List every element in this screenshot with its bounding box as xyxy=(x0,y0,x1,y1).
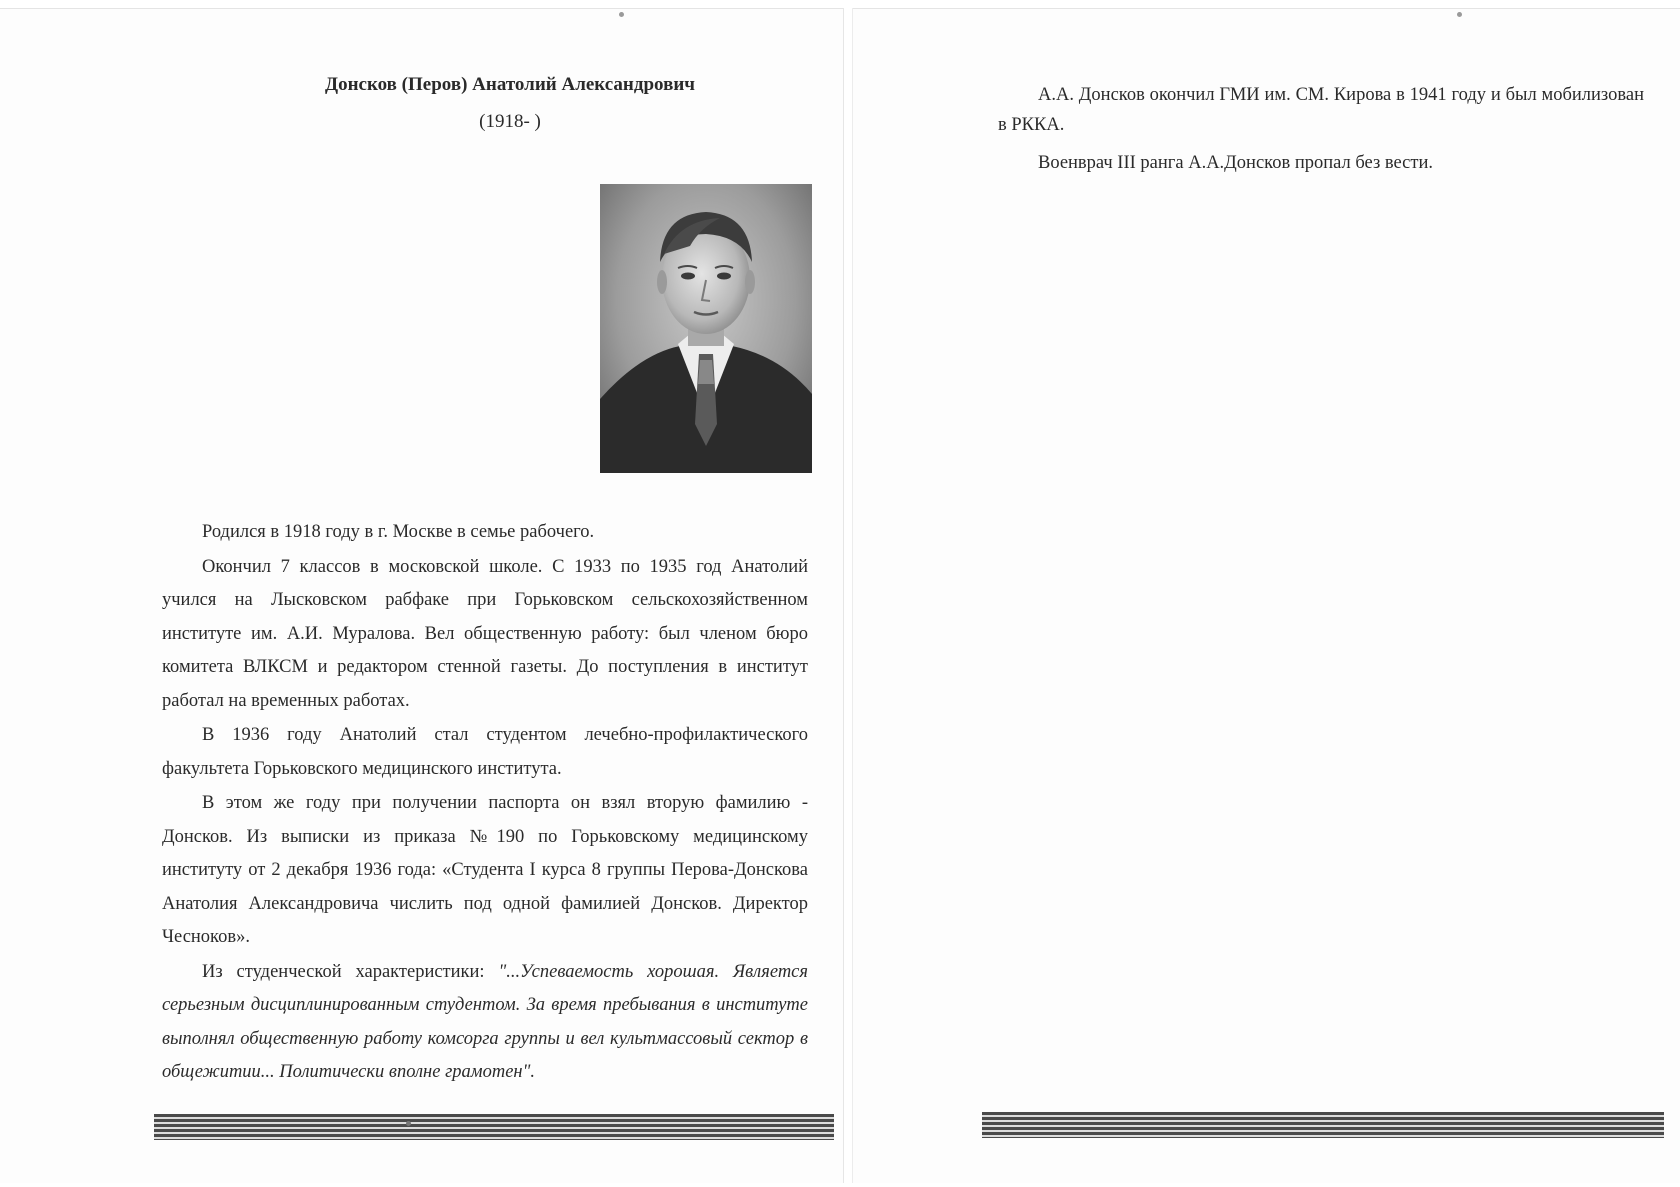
portrait-image xyxy=(600,184,812,473)
characteristic-quote: "...Успеваемость хорошая. Является серьезным дисциплинированным студентом. За время пребывания в институте выполнял общественную работу комсорга группы и вел культмассовый сектор в общежитии... Политически вполне грамотен". xyxy=(162,961,808,1082)
page-edge xyxy=(0,8,843,9)
continuation-text xyxy=(998,80,1644,178)
paragraph-graduation: А.А. Донсков окончил ГМИ им. СМ. Кирова в 1941 году и был мобилизован в РККА. xyxy=(998,85,1644,135)
paragraph-missing: Военврач III ранга А.А.Донсков пропал без вести. xyxy=(1038,153,1434,173)
stripe-mark xyxy=(406,1121,411,1126)
decorative-stripe xyxy=(982,1112,1664,1138)
page-title: Донсков (Перов) Анатолий Александрович xyxy=(325,74,695,95)
life-years: (1918- ) xyxy=(479,111,541,132)
right-page xyxy=(852,8,1680,1183)
decorative-stripe xyxy=(154,1114,834,1140)
punch-hole-mark xyxy=(1457,12,1462,17)
biography-text xyxy=(162,516,808,1090)
paragraph-birth: Родился в 1918 году в г. Москве в семье рабочего. xyxy=(202,522,595,542)
paragraph-education: Окончил 7 классов в московской школе. С 1933 по 1935 год Анатолий учился на Лысковском рабфаке при Горьковском сельскохозяйственном институте им. А.И. Муралова. Вел общественную работу: был членом бюро комитета ВЛКСМ и редактором стенной газеты. До поступления в институт работал на временных работах. xyxy=(162,556,808,711)
paragraph-surname: В этом же году при получении паспорта он взял вторую фамилию - Донсков. Из выписки из приказа №190 по Горьковскому медицинскому институту от 2 декабря 1936 года: «Студента I курса 8 группы Перова-Донскова Анатолия Александровича числить под одной фамилией Донсков. Директор Чесноков». xyxy=(162,793,808,947)
portrait-photo xyxy=(600,184,812,473)
left-page xyxy=(0,8,844,1183)
page-edge xyxy=(853,8,1680,9)
punch-hole-mark xyxy=(619,12,624,17)
paragraph-institute: В 1936 году Анатолий стал студентом лечебно-профилактического факультета Горьковского медицинского института. xyxy=(162,725,808,779)
paragraph-characteristic xyxy=(162,956,808,1090)
characteristic-intro: Из студенческой характеристики: xyxy=(202,961,499,982)
